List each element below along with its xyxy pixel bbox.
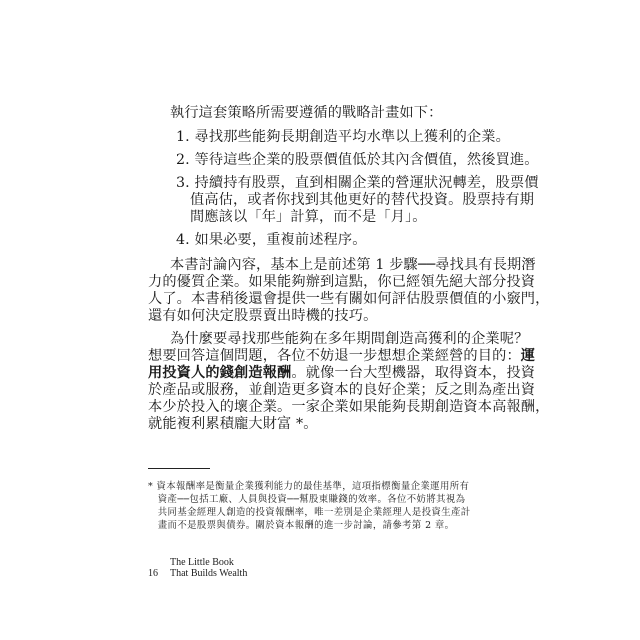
step-text: 等待這些企業的股票價值低於其內含價值，然後買進。: [194, 152, 539, 168]
page-number: 16: [148, 568, 158, 579]
paragraph-2-line: 用投資人的錢創造報酬。就像一台大型機器，取得資本，投資: [148, 365, 536, 381]
paragraph-1-line: 人了。本書稍後還會提供一些有關如何評估股票價值的小竅門，: [148, 291, 550, 307]
step-1: [176, 129, 510, 145]
paragraph-2-line: 本少於投入的壞企業。一家企業如果能夠長期創造資本高報酬，: [148, 399, 550, 415]
step-3: [176, 175, 539, 191]
paragraph-1-line: 本書討論內容，基本上是前述第 1 步驟──尋找具有長期潛: [170, 257, 536, 273]
bold-emphasis: 用投資人的錢創造報酬: [148, 365, 292, 381]
step-3-continuation: 間應該以「年」計算，而不是「月」。: [190, 209, 427, 225]
step-number: 3.: [176, 175, 190, 191]
step-text: 尋找那些能夠長期創造平均水準以上獲利的企業。: [194, 129, 510, 145]
paragraph-1-line: 還有如何決定股票賣出時機的技巧。: [148, 308, 378, 324]
paragraph-2-line: 就能複利累積龐大財富 *。: [148, 416, 318, 432]
step-text: 持續持有股票，直到相關企業的營運狀況轉差，股票價: [194, 175, 539, 191]
running-footer-title: The Little Book: [170, 557, 234, 568]
footnote-line: 共同基金經理人創造的投資報酬率，唯一差別是企業經理人是投資生產計: [148, 507, 471, 518]
footnote-line: 資產──包括工廠、人員與投資──幫股東賺錢的效率。各位不妨將其視為: [148, 494, 466, 505]
footnote-line: * 資本報酬率是衡量企業獲利能力的最佳基準，這項指標衡量企業運用所有: [148, 481, 470, 492]
footnote-divider: [148, 468, 210, 469]
paragraph-1-line: 力的優質企業。如果能夠辦到這點，你已經領先絕大部分投資: [148, 274, 536, 290]
step-2: [176, 152, 539, 168]
paragraph-2-line: 於產品或服務，並創造更多資本的良好企業；反之則為產出資: [148, 382, 536, 398]
step-text: 如果必要，重複前述程序。: [194, 232, 367, 248]
footnote-line: 畫而不是股票與債券。關於資本報酬的進一步討論，請參考第 2 章。: [148, 520, 455, 531]
step-number: 4.: [176, 232, 190, 248]
paragraph-2-line: 想要回答這個問題，各位不妨退一步想想企業經營的目的：運: [148, 348, 536, 364]
step-number: 2.: [176, 152, 190, 168]
step-3-continuation: 值高估，或者你找到其他更好的替代投資。股票持有期: [190, 192, 535, 208]
step-number: 1.: [176, 129, 190, 145]
intro-line: 執行這套策略所需要遵循的戰略計畫如下：: [170, 105, 443, 121]
bold-emphasis: 運: [520, 348, 536, 364]
paragraph-2-line: 為什麼要尋找那些能夠在多年期間創造高獲利的企業呢？: [170, 331, 529, 347]
step-4: [176, 232, 367, 248]
running-footer-title: That Builds Wealth: [170, 568, 248, 579]
